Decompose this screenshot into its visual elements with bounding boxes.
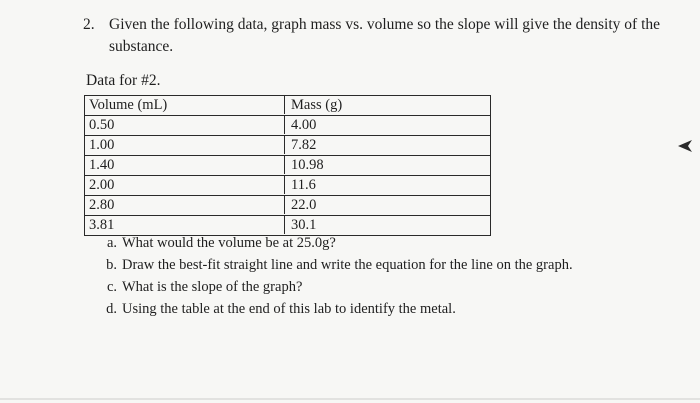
cell-volume: 3.81: [89, 216, 285, 234]
data-table: [84, 95, 491, 236]
subquestion-letter: c.: [106, 279, 117, 295]
cell-mass: 4.00: [291, 117, 317, 133]
header-volume: Volume (mL): [89, 96, 285, 114]
cell-volume: 2.00: [89, 176, 285, 194]
page-divider: [0, 398, 700, 400]
cell-mass: 7.82: [291, 137, 317, 153]
subquestion-text: Draw the best-fit straight line and write the equation for the line on the graph.: [122, 257, 573, 273]
table-row: [84, 136, 491, 156]
data-label: Data for #2.: [86, 72, 161, 89]
cell-mass: 10.98: [291, 157, 324, 173]
question-number: 2.: [83, 16, 95, 33]
subquestion-letter: a.: [106, 235, 117, 251]
cell-volume: 1.00: [89, 136, 285, 154]
subquestion-text: Using the table at the end of this lab to identify the metal.: [122, 301, 456, 317]
cell-mass: 30.1: [291, 217, 317, 233]
cell-volume: 1.40: [89, 156, 285, 174]
table-row: [84, 116, 491, 136]
table-header-row: [84, 95, 491, 116]
header-mass: Mass (g): [291, 97, 343, 113]
cell-mass: 11.6: [291, 177, 316, 193]
cell-volume: 2.80: [89, 196, 285, 214]
subquestion-letter: b.: [106, 257, 117, 273]
subquestion-text: What would the volume be at 25.0g?: [122, 235, 336, 251]
subquestion-c: [95, 276, 655, 298]
subquestion-d: [95, 298, 655, 320]
subquestion-text: What is the slope of the graph?: [122, 279, 303, 295]
question-text: Given the following data, graph mass vs. volume so the slope will give the density of the substance.: [109, 16, 661, 55]
table-row: [84, 196, 491, 216]
subquestion-b: [95, 254, 655, 276]
table-row: [84, 176, 491, 196]
subquestion-a: [95, 232, 655, 254]
subquestion-list: [95, 232, 655, 320]
subquestion-letter: d.: [106, 301, 117, 317]
mouse-pointer-icon: [677, 139, 693, 158]
table-row: [84, 156, 491, 176]
cell-volume: 0.50: [89, 116, 285, 134]
cell-mass: 22.0: [291, 197, 317, 213]
